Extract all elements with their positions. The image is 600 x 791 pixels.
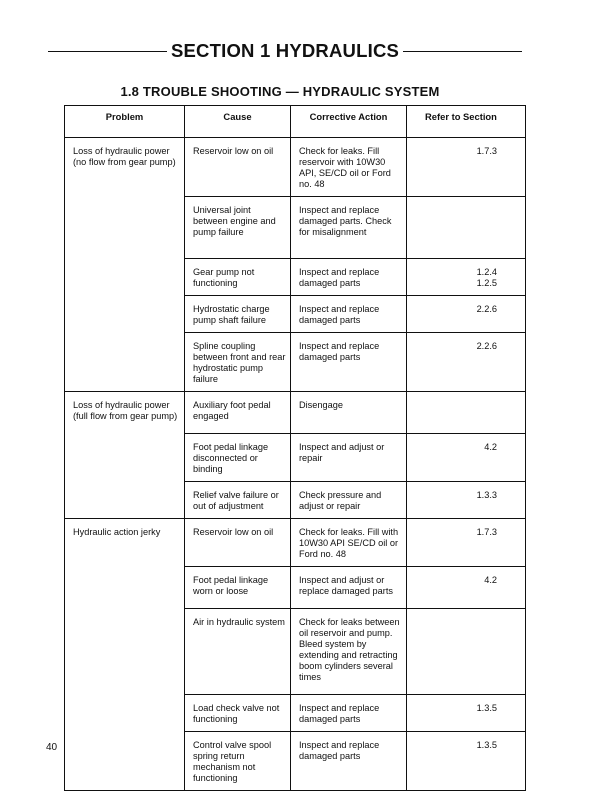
refer-to-section-cell <box>407 296 526 333</box>
header-problem: Problem <box>65 106 185 138</box>
refer-to-section-cell <box>407 732 526 791</box>
table-row <box>65 138 526 197</box>
refer-to-section-cell <box>407 259 526 296</box>
corrective-action-cell: Inspect and replace damaged parts <box>291 333 407 392</box>
table-body <box>65 138 526 791</box>
refer-to-section-cell <box>407 138 526 197</box>
section-reference: 4.2 <box>484 442 497 452</box>
section-reference: 1.2.5 <box>476 278 497 288</box>
page-number: 40 <box>46 742 58 753</box>
corrective-action-cell: Disengage <box>291 392 407 434</box>
refer-to-section-cell <box>407 434 526 482</box>
section-reference: 1.3.3 <box>476 490 497 500</box>
refer-to-section-cell <box>407 333 526 392</box>
section-reference: 1.7.3 <box>476 146 497 156</box>
section-reference: 2.2.6 <box>476 304 497 314</box>
header-rule-left <box>48 51 167 52</box>
corrective-action-cell: Inspect and adjust or repair <box>291 434 407 482</box>
section-title: SECTION 1 HYDRAULICS <box>170 40 400 61</box>
corrective-action-cell: Inspect and replace damaged parts <box>291 732 407 791</box>
table-header-row <box>65 106 526 138</box>
table-row <box>65 519 526 567</box>
cause-cell: Load check valve not functioning <box>185 695 291 732</box>
section-reference: 1.7.3 <box>476 527 497 537</box>
section-reference: 2.2.6 <box>476 341 497 351</box>
table-title: 1.8 TROUBLE SHOOTING — HYDRAULIC SYSTEM <box>120 84 440 99</box>
cause-cell: Reservoir low on oil <box>185 519 291 567</box>
refer-to-section-cell <box>407 482 526 519</box>
corrective-action-cell: Inspect and replace damaged parts <box>291 695 407 732</box>
cause-cell: Hydrostatic charge pump shaft failure <box>185 296 291 333</box>
corrective-action-cell: Inspect and replace damaged parts <box>291 259 407 296</box>
section-header <box>48 38 522 64</box>
refer-to-section-cell <box>407 567 526 609</box>
header-refer-to-section: Refer to Section <box>407 106 526 138</box>
cause-cell: Spline coupling between front and rear hydrostatic pump failure <box>185 333 291 392</box>
cause-cell: Universal joint between engine and pump failure <box>185 197 291 259</box>
cause-cell: Foot pedal linkage disconnected or binding <box>185 434 291 482</box>
refer-to-section-cell <box>407 392 526 434</box>
section-reference: 4.2 <box>484 575 497 585</box>
refer-to-section-cell <box>407 519 526 567</box>
problem-cell: Loss of hydraulic power (full flow from gear pump) <box>65 392 185 519</box>
table-row <box>65 392 526 434</box>
refer-to-section-cell <box>407 197 526 259</box>
corrective-action-cell: Inspect and replace damaged parts. Check for misalignment <box>291 197 407 259</box>
corrective-action-cell: Check pressure and adjust or repair <box>291 482 407 519</box>
header-corrective-action: Corrective Action <box>291 106 407 138</box>
cause-cell: Air in hydraulic system <box>185 609 291 695</box>
cause-cell: Control valve spool spring return mechanism not functioning <box>185 732 291 791</box>
cause-cell: Auxiliary foot pedal engaged <box>185 392 291 434</box>
section-reference: 1.3.5 <box>476 740 497 750</box>
corrective-action-cell: Inspect and adjust or replace damaged parts <box>291 567 407 609</box>
cause-cell: Relief valve failure or out of adjustment <box>185 482 291 519</box>
corrective-action-cell: Inspect and replace damaged parts <box>291 296 407 333</box>
header-cause: Cause <box>185 106 291 138</box>
refer-to-section-cell <box>407 695 526 732</box>
cause-cell: Reservoir low on oil <box>185 138 291 197</box>
troubleshooting-table <box>64 105 526 791</box>
cause-cell: Gear pump not functioning <box>185 259 291 296</box>
cause-cell: Foot pedal linkage worn or loose <box>185 567 291 609</box>
problem-cell: Hydraulic action jerky <box>65 519 185 791</box>
corrective-action-cell: Check for leaks. Fill reservoir with 10W30 API, SE/CD oil or Ford no. 48 <box>291 138 407 197</box>
section-reference: 1.3.5 <box>476 703 497 713</box>
problem-cell: Loss of hydraulic power (no flow from gear pump) <box>65 138 185 392</box>
corrective-action-cell: Check for leaks between oil reservoir and pump. Bleed system by extending and retracting boom cylinders several times <box>291 609 407 695</box>
header-rule-right <box>403 51 522 52</box>
refer-to-section-cell <box>407 609 526 695</box>
section-reference: 1.2.4 <box>476 267 497 277</box>
corrective-action-cell: Check for leaks. Fill with 10W30 API SE/CD oil or Ford no. 48 <box>291 519 407 567</box>
